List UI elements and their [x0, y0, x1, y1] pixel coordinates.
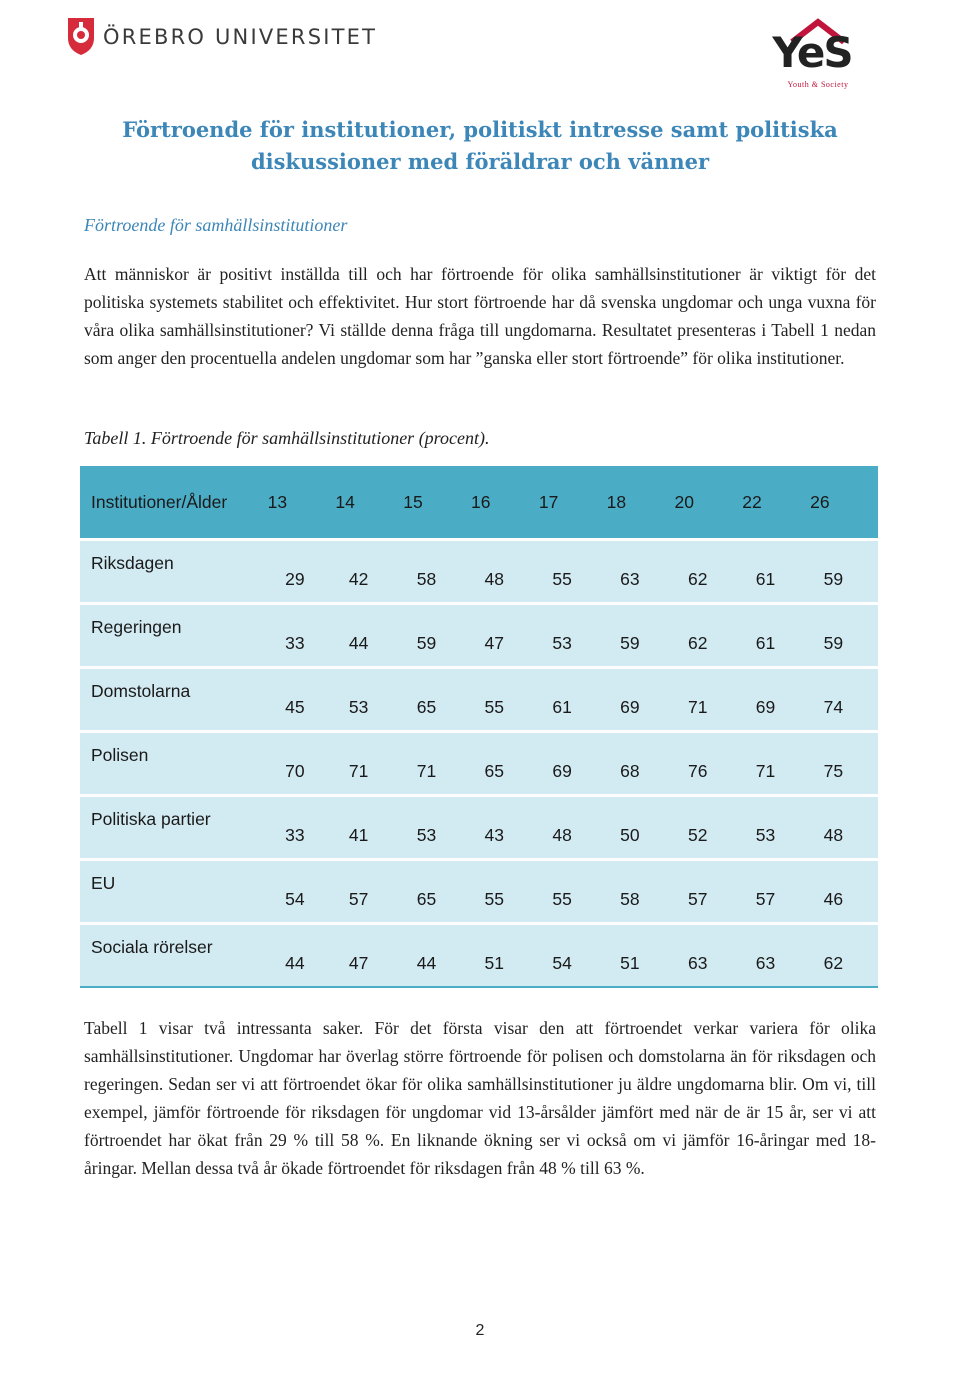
- trust-value: 70: [263, 732, 335, 796]
- trust-value: 75: [810, 732, 878, 796]
- trust-value: 52: [674, 796, 742, 860]
- institution-name: Polisen: [80, 732, 263, 796]
- table-caption: Tabell 1. Förtroende för samhällsinstitutioner (procent).: [84, 428, 490, 448]
- trust-value: 61: [742, 604, 810, 668]
- trust-value: 62: [674, 604, 742, 668]
- trust-value: 71: [403, 732, 471, 796]
- trust-value: 63: [674, 924, 742, 988]
- trust-value: 42: [335, 540, 403, 604]
- trust-value: 61: [742, 540, 810, 604]
- trust-value: 44: [335, 604, 403, 668]
- trust-value: 55: [538, 540, 606, 604]
- trust-value: 53: [538, 604, 606, 668]
- trust-value: 54: [538, 924, 606, 988]
- institution-name: Riksdagen: [80, 540, 263, 604]
- analysis-paragraph: Tabell 1 visar två intressanta saker. För det första visar den att förtroendet verkar variera för olika samhällsinstitutioner. Ungdomar har överlag större förtroende för polisen och domstolarna än för riksdagen och regeringen. Sedan ser vi att förtroendet ökar för olika samhällsinstitutioner ju äldre ungdomarna blir. Om vi, till exempel, jämför förtroende för riksdagen för ungdomar vid 13-årsålder jämfört med när de är 15 år, ser vi att förtroendet har ökat från 29 % till 58 %. En liknande ökning ser vi också om vi jämför 16-åringar med 18-åringar. Mellan dessa två år ökade förtroendet för riksdagen från 48 % till 63 %.: [84, 1018, 876, 1178]
- page-number: 2: [475, 1322, 485, 1339]
- table-row: [80, 924, 878, 988]
- table-header-row: [80, 466, 878, 540]
- table-row: [80, 668, 878, 732]
- title-line-1: Förtroende för institutioner, politiskt intresse samt politiska: [122, 117, 838, 142]
- trust-value: 65: [403, 860, 471, 924]
- trust-value: 69: [742, 668, 810, 732]
- table-row: [80, 860, 878, 924]
- trust-value: 61: [538, 668, 606, 732]
- university-name: ÖREBRO UNIVERSITET: [103, 25, 378, 49]
- trust-value: 55: [471, 668, 539, 732]
- trust-value: 41: [335, 796, 403, 860]
- trust-value: 59: [403, 604, 471, 668]
- trust-value: 44: [263, 924, 335, 988]
- table-row: [80, 604, 878, 668]
- trust-value: 55: [538, 860, 606, 924]
- header-age: 17: [538, 466, 606, 540]
- header-age: 14: [335, 466, 403, 540]
- trust-value: 51: [471, 924, 539, 988]
- trust-value: 63: [742, 924, 810, 988]
- title-line-2: diskussioner med föräldrar och vänner: [250, 149, 710, 174]
- institution-name: Regeringen: [80, 604, 263, 668]
- trust-value: 48: [538, 796, 606, 860]
- table-row: [80, 796, 878, 860]
- trust-value: 50: [606, 796, 674, 860]
- trust-value: 48: [810, 796, 878, 860]
- intro-paragraph: Att människor är positivt inställda till och har förtroende för olika samhällsinstitutioner är viktigt för det politiska systemets stabilitet och effektivitet. Hur stort förtroende har då svenska ungdomar och unga vuxna för våra olika samhällsinstitutioner? Vi ställde denna fråga till ungdomarna. Resultatet presenteras i Tabell 1 nedan som anger den procentuella andelen ungdomar som har ”ganska eller stort förtroende” för olika institutioner.: [84, 264, 876, 368]
- trust-value: 46: [810, 860, 878, 924]
- trust-value: 29: [263, 540, 335, 604]
- yes-logo-text: YeS: [772, 28, 852, 77]
- trust-value: 53: [335, 668, 403, 732]
- yes-logo: [762, 18, 864, 94]
- table-row: [80, 732, 878, 796]
- trust-value: 33: [263, 604, 335, 668]
- trust-value: 59: [810, 604, 878, 668]
- trust-value: 33: [263, 796, 335, 860]
- trust-value: 69: [606, 668, 674, 732]
- institution-name: EU: [80, 860, 263, 924]
- header-age: 20: [674, 466, 742, 540]
- trust-value: 57: [335, 860, 403, 924]
- trust-value: 71: [335, 732, 403, 796]
- header-age: 16: [471, 466, 539, 540]
- yes-logo-tagline: Youth & Society: [787, 80, 849, 89]
- trust-value: 53: [403, 796, 471, 860]
- trust-value: 44: [403, 924, 471, 988]
- trust-table: [80, 466, 878, 988]
- institution-name: Domstolarna: [80, 668, 263, 732]
- trust-value: 63: [606, 540, 674, 604]
- trust-value: 65: [403, 668, 471, 732]
- page-header: [0, 0, 960, 100]
- trust-value: 47: [471, 604, 539, 668]
- header-age: 26: [810, 466, 878, 540]
- page-title: [100, 114, 860, 178]
- trust-value: 71: [674, 668, 742, 732]
- trust-value: 48: [471, 540, 539, 604]
- trust-value: 65: [471, 732, 539, 796]
- trust-value: 54: [263, 860, 335, 924]
- trust-value: 74: [810, 668, 878, 732]
- orebro-university-logo: [66, 16, 377, 56]
- table-row: [80, 540, 878, 604]
- section-subheading: Förtroende för samhällsinstitutioner: [84, 215, 348, 235]
- header-age: 18: [606, 466, 674, 540]
- trust-value: 47: [335, 924, 403, 988]
- institution-name: Sociala rörelser: [80, 924, 263, 988]
- trust-value: 69: [538, 732, 606, 796]
- trust-value: 58: [403, 540, 471, 604]
- trust-value: 57: [742, 860, 810, 924]
- header-age: 22: [742, 466, 810, 540]
- institution-name: Politiska partier: [80, 796, 263, 860]
- trust-value: 58: [606, 860, 674, 924]
- trust-value: 59: [810, 540, 878, 604]
- trust-value: 57: [674, 860, 742, 924]
- trust-value: 55: [471, 860, 539, 924]
- header-age: 13: [263, 466, 335, 540]
- header-institution-age: Institutioner/Ålder: [80, 466, 263, 540]
- trust-value: 68: [606, 732, 674, 796]
- trust-value: 71: [742, 732, 810, 796]
- trust-value: 62: [674, 540, 742, 604]
- header-age: 15: [403, 466, 471, 540]
- trust-value: 62: [810, 924, 878, 988]
- trust-value: 76: [674, 732, 742, 796]
- trust-value: 51: [606, 924, 674, 988]
- trust-value: 59: [606, 604, 674, 668]
- trust-value: 53: [742, 796, 810, 860]
- university-shield-icon: [66, 16, 96, 56]
- trust-value: 45: [263, 668, 335, 732]
- trust-value: 43: [471, 796, 539, 860]
